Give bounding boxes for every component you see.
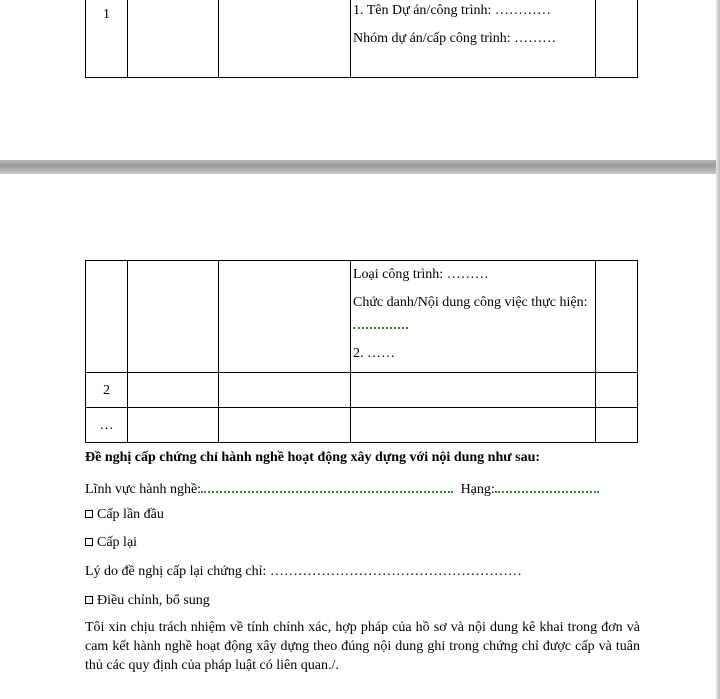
table-cell	[596, 0, 638, 78]
table-cell	[219, 373, 351, 408]
next-item-line: 2. ……	[353, 346, 395, 361]
field-linh-vuc: Lĩnh vực hành nghề: Hạng:	[85, 477, 640, 499]
table-row	[86, 261, 638, 373]
option-cap-lan-dau[interactable]: Cấp lần đầu	[85, 505, 640, 524]
document-page-2	[0, 174, 720, 699]
fill-blank	[201, 477, 453, 493]
experience-table-bottom	[85, 260, 638, 443]
row-number: …	[99, 418, 114, 433]
construction-type-line: Loại công trình: ………	[353, 267, 489, 282]
commitment-paragraph: Tôi xin chịu trách nhiệm về tính chính xác, hợp pháp của hồ sơ và nội dung kê khai trong đơn và cam kết hành nghề hoạt động xây dựng theo đúng nội dung ghi trong chứng chỉ được cấp và tuân thủ các quy định của pháp luật có liên quan./.	[85, 620, 640, 673]
request-heading: Đề nghị cấp chứng chỉ hành nghề hoạt động xây dựng với nội dung như sau:	[85, 450, 541, 465]
checkbox-icon[interactable]	[85, 538, 93, 546]
table-cell	[219, 408, 351, 443]
table-row	[86, 408, 638, 443]
table-cell	[596, 408, 638, 443]
table-cell-stt	[86, 373, 128, 408]
row-number: 2	[103, 383, 110, 398]
checkbox-icon[interactable]	[85, 510, 93, 518]
project-group-line: Nhóm dự án/cấp công trình: ………	[353, 31, 557, 46]
option-dieu-chinh[interactable]: Điều chỉnh, bổ sung	[85, 591, 640, 610]
table-cell-stt	[86, 261, 128, 373]
checkbox-icon[interactable]	[85, 596, 93, 604]
option-cap-lai[interactable]: Cấp lại	[85, 533, 640, 552]
window-edge	[716, 0, 720, 699]
table-cell	[128, 408, 219, 443]
experience-table-top	[85, 0, 638, 78]
table-cell	[128, 261, 219, 373]
table-cell	[219, 0, 351, 78]
table-cell	[128, 0, 219, 78]
field-ly-do: Lý do đề nghị cấp lại chứng chỉ: ………………………………………………	[85, 564, 522, 579]
table-cell-stt	[86, 408, 128, 443]
table-cell	[596, 373, 638, 408]
fill-blank	[353, 313, 408, 329]
table-cell-content	[351, 261, 596, 373]
table-cell	[351, 373, 596, 408]
table-cell-content	[351, 0, 596, 78]
fill-blank	[495, 477, 599, 493]
page-break	[0, 160, 720, 174]
job-title-line: Chức danh/Nội dung công việc thực hiện:	[353, 293, 595, 336]
row-number: 1	[103, 7, 110, 22]
table-cell	[128, 373, 219, 408]
table-row	[86, 373, 638, 408]
table-cell	[351, 408, 596, 443]
table-cell	[219, 261, 351, 373]
table-cell-stt	[86, 0, 128, 78]
document-page-1	[0, 0, 720, 160]
table-row	[86, 0, 638, 78]
project-name-line: 1. Tên Dự án/công trình: …………	[353, 3, 551, 18]
row-number	[86, 261, 127, 269]
table-cell	[596, 261, 638, 373]
